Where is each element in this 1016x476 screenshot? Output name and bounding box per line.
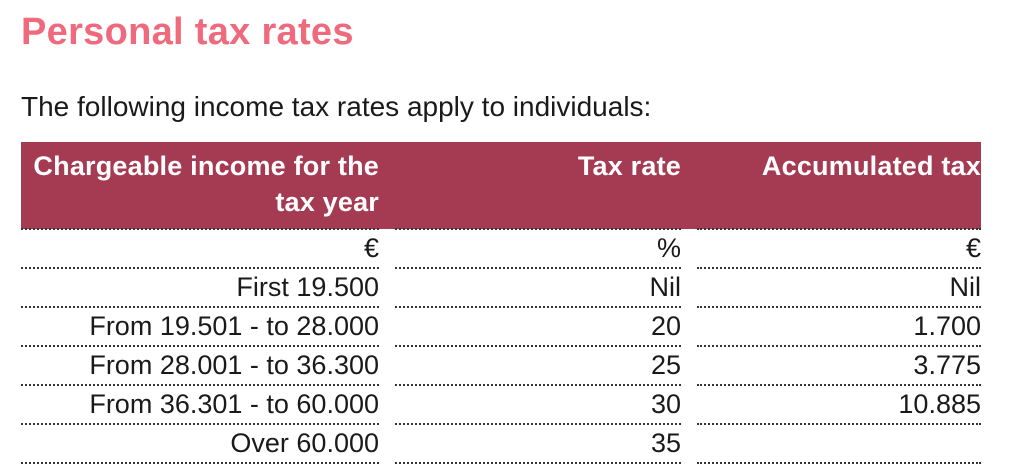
cell-accumulated: 3.775 [697, 346, 981, 385]
table-row [21, 424, 981, 463]
cell-income: From 28.001 - to 36.300 [21, 346, 379, 385]
table-row [21, 385, 981, 424]
table-row [21, 307, 981, 346]
unit-rate: % [395, 229, 681, 268]
header-gap [379, 142, 395, 229]
cell-income: Over 60.000 [21, 424, 379, 463]
cell-income: From 36.301 - to 60.000 [21, 385, 379, 424]
cell-rate: 30 [395, 385, 681, 424]
cell-rate: 35 [395, 424, 681, 463]
unit-income: € [21, 229, 379, 268]
cell-accumulated [697, 424, 981, 463]
table-row [21, 346, 981, 385]
table-row [21, 268, 981, 307]
cell-income: From 19.501 - to 28.000 [21, 307, 379, 346]
header-tax-rate: Tax rate [395, 142, 681, 229]
table-header-row [21, 142, 981, 229]
cell-accumulated: Nil [697, 268, 981, 307]
page-title: Personal tax rates [21, 11, 354, 53]
header-gap [681, 142, 697, 229]
table-units-row [21, 229, 981, 268]
cell-accumulated: 1.700 [697, 307, 981, 346]
tax-rates-table [21, 142, 981, 464]
cell-income: First 19.500 [21, 268, 379, 307]
intro-text: The following income tax rates apply to individuals: [21, 91, 652, 122]
cell-rate: 20 [395, 307, 681, 346]
cell-accumulated: 10.885 [697, 385, 981, 424]
header-accumulated-tax: Accumulated tax [697, 142, 981, 229]
header-chargeable-income: Chargeable income for the tax year [21, 142, 379, 229]
cell-rate: Nil [395, 268, 681, 307]
unit-accumulated: € [697, 229, 981, 268]
cell-rate: 25 [395, 346, 681, 385]
